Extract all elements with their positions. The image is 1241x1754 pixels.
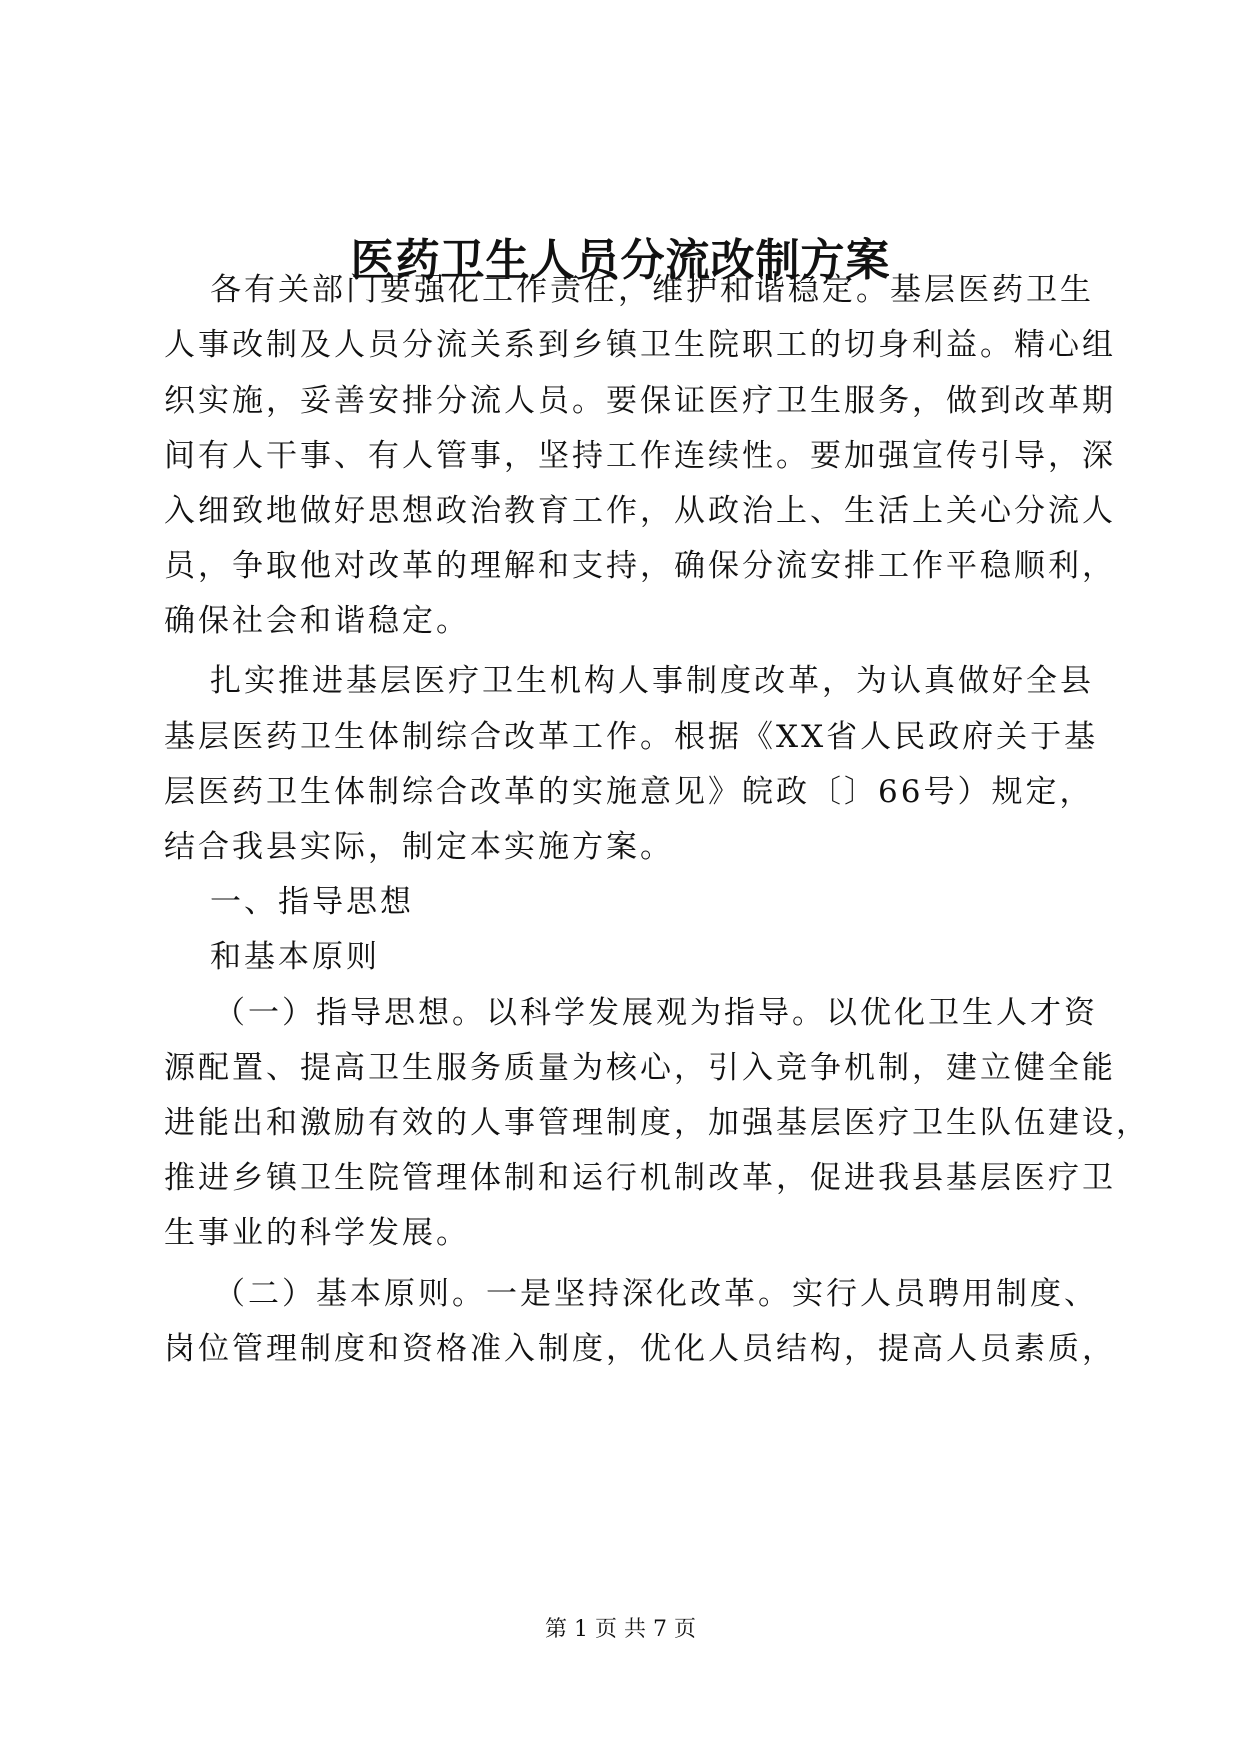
body-line: 源配置、提高卫生服务质量为核心，引入竞争机制，建立健全能 bbox=[164, 1050, 1116, 1086]
body-line: 层医药卫生体制综合改革的实施意见》皖政〔〕66号）规定， bbox=[164, 774, 1094, 810]
body-line: 岗位管理制度和资格准入制度，优化人员结构，提高人员素质， bbox=[164, 1331, 1116, 1367]
body-line: （一）指导思想。以科学发展观为指导。以优化卫生人才资 bbox=[214, 995, 1098, 1031]
body-line: 扎实推进基层医疗卫生机构人事制度改革，为认真做好全县 bbox=[210, 663, 1094, 699]
body-line: 各有关部门要强化工作责任，维护和谐稳定。基层医药卫生 bbox=[210, 272, 1094, 308]
body-line: 确保社会和谐稳定。 bbox=[164, 603, 470, 639]
body-line: 间有人干事、有人管事，坚持工作连续性。要加强宣传引导，深 bbox=[164, 438, 1116, 474]
page-number: 第 1 页 共 7 页 bbox=[545, 1617, 696, 1642]
document-title: 医药卫生人员分流改制方案 bbox=[350, 235, 891, 286]
section-heading: 和基本原则 bbox=[210, 939, 380, 975]
body-line: 员，争取他对改革的理解和支持，确保分流安排工作平稳顺利， bbox=[164, 548, 1116, 584]
body-line: 生事业的科学发展。 bbox=[164, 1215, 470, 1251]
body-line: 结合我县实际，制定本实施方案。 bbox=[164, 829, 674, 865]
body-line: 人事改制及人员分流关系到乡镇卫生院职工的切身利益。精心组 bbox=[164, 327, 1116, 363]
body-line: 基层医药卫生体制综合改革工作。根据《XX省人民政府关于基 bbox=[164, 719, 1099, 755]
body-line: 织实施，妥善安排分流人员。要保证医疗卫生服务，做到改革期 bbox=[164, 383, 1116, 419]
body-line: 推进乡镇卫生院管理体制和运行机制改革，促进我县基层医疗卫 bbox=[164, 1160, 1116, 1196]
body-line: （二）基本原则。一是坚持深化改革。实行人员聘用制度、 bbox=[214, 1276, 1098, 1312]
section-heading: 一、指导思想 bbox=[210, 884, 414, 920]
body-line: 进能出和激励有效的人事管理制度，加强基层医疗卫生队伍建设， bbox=[164, 1105, 1150, 1141]
body-line: 入细致地做好思想政治教育工作，从政治上、生活上关心分流人 bbox=[164, 493, 1116, 529]
